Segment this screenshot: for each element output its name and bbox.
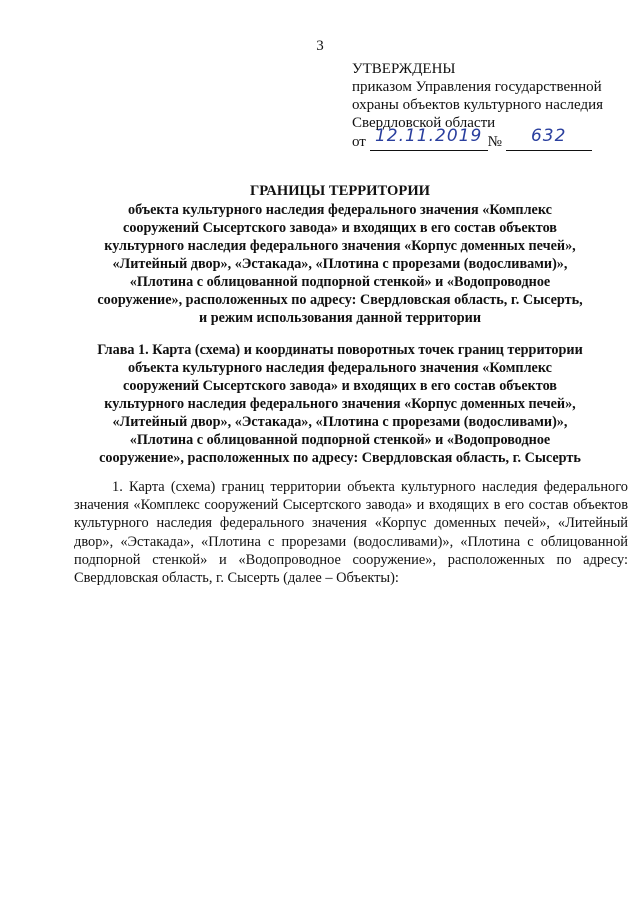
approval-line-3: Свердловской области [352, 115, 496, 131]
page-number: 3 [316, 38, 324, 54]
chapter-line: объекта культурного наследия федерального значения «Комплекс [128, 360, 552, 376]
title-line: культурного наследия федерального значения «Корпус доменных печей», [104, 238, 576, 254]
handwritten-date: 12.11.2019 [374, 126, 483, 146]
approval-date-line [352, 126, 632, 151]
date-prefix: от [352, 134, 366, 150]
approval-line-1: приказом Управления государственной [352, 79, 602, 95]
chapter-line: «Литейный двор», «Эстакада», «Плотина с прорезами (водосливами)», [112, 414, 568, 430]
chapter-line: сооружений Сысертского завода» и входящих в его состав объектов [123, 378, 557, 394]
title-line: «Литейный двор», «Эстакада», «Плотина с прорезами (водосливами)», [112, 256, 568, 272]
document-title [40, 182, 640, 327]
chapter-line: Глава 1. Карта (схема) и координаты поворотных точек границ территории [97, 342, 583, 358]
title-line: сооружений Сысертского завода» и входящих в его состав объектов [123, 220, 557, 236]
chapter-line: «Плотина с облицованной подпорной стенкой» и «Водопроводное [129, 432, 551, 448]
approval-stamp [352, 60, 632, 151]
chapter-line: сооружение», расположенных по адресу: Свердловская область, г. Сысерть [99, 450, 581, 466]
title-main: ГРАНИЦЫ ТЕРРИТОРИИ [249, 183, 431, 199]
approval-heading: УТВЕРЖДЕНЫ [352, 61, 456, 77]
body-text [74, 478, 628, 587]
number-sign: № [487, 134, 502, 150]
handwritten-number: 632 [530, 126, 567, 146]
title-line: и режим использования данной территории [198, 310, 482, 326]
paragraph-1: 1. Карта (схема) границ территории объекта культурного наследия федерального значения «Комплекс сооружений Сысертского завода» и входящих в его состав объектов культурного наследия федерального значения «Корпус доменных печей», «Литейный двор», «Эстакада», «Плотина с прорезами (водосливами)», «Плотина с облицованной подпорной стенкой» и «Водопроводное сооружение», расположенных по адресу: Свердловская область, г. Сысерть (далее – Объекты): [74, 479, 628, 587]
approval-line-2: охраны объектов культурного наследия [352, 97, 604, 113]
title-line: «Плотина с облицованной подпорной стенкой» и «Водопроводное [129, 274, 551, 290]
title-line: объекта культурного наследия федерального значения «Комплекс [128, 202, 552, 218]
chapter-heading [40, 341, 640, 467]
number-field [506, 126, 592, 151]
date-field [370, 126, 488, 151]
chapter-line: культурного наследия федерального значения «Корпус доменных печей», [104, 396, 576, 412]
title-line: сооружение», расположенных по адресу: Свердловская область, г. Сысерть, [97, 292, 583, 308]
